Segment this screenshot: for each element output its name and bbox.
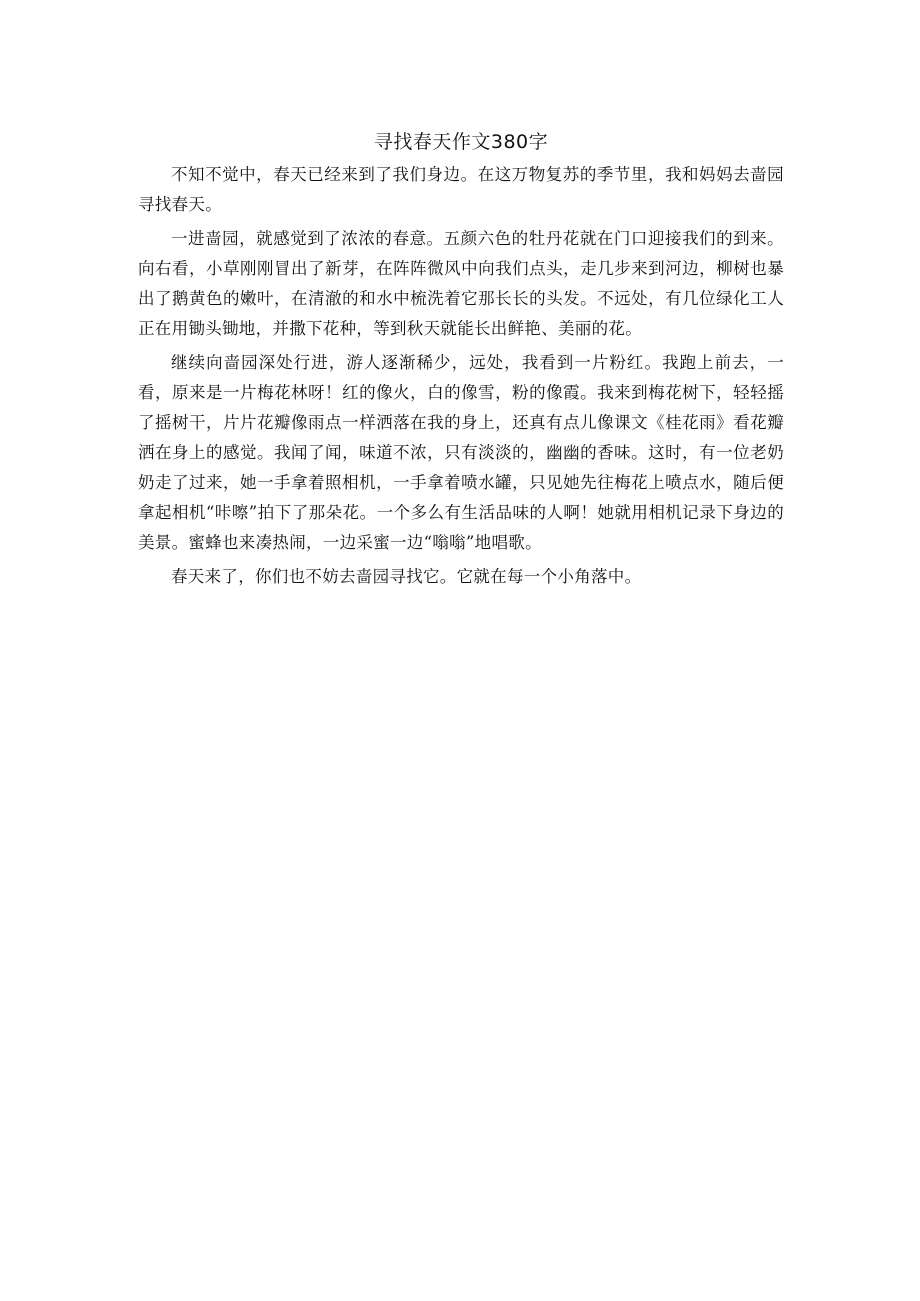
essay-title: 寻找春天作文380字 — [373, 131, 549, 153]
essay-body — [138, 128, 784, 596]
essay-paragraph: 不知不觉中，春天已经来到了我们身边。在这万物复苏的季节里，我和妈妈去啬园寻找春天。 — [138, 165, 784, 214]
essay-paragraph: 继续向啬园深处行进，游人逐渐稀少，远处，我看到一片粉红。我跑上前去，一看，原来是一片梅花林呀！红的像火，白的像雪，粉的像霞。我来到梅花树下，轻轻摇了摇树干，片片花瓣像雨点一样洒落在我的身上，还真有点儿像课文《桂花雨》看花瓣洒在身上的感觉。我闻了闻，味道不浓，只有淡淡的，幽幽的香味。这时，有一位老奶奶走了过来，她一手拿着照相机，一手拿着喷水罐，只见她先往梅花上喷点水，随后便拿起相机“咔嚓”拍下了那朵花。一个多么有生活品味的人啊！她就用相机记录下身边的美景。蜜蜂也来凑热闹，一边采蜜一边“嗡嗡”地唱歌。 — [138, 353, 784, 552]
essay-paragraph: 春天来了，你们也不妨去啬园寻找它。它就在每一个小角落中。 — [171, 567, 642, 586]
essay-paragraph: 一进啬园，就感觉到了浓浓的春意。五颜六色的牡丹花就在门口迎接我们的到来。向右看，小草刚刚冒出了新芽，在阵阵微风中向我们点头，走几步来到河边，柳树也暴出了鹅黄色的嫩叶，在清澈的和水中梳洗着它那长长的头发。不远处，有几位绿化工人正在用锄头锄地，并撒下花种，等到秋天就能长出鲜艳、美丽的花。 — [138, 229, 784, 338]
